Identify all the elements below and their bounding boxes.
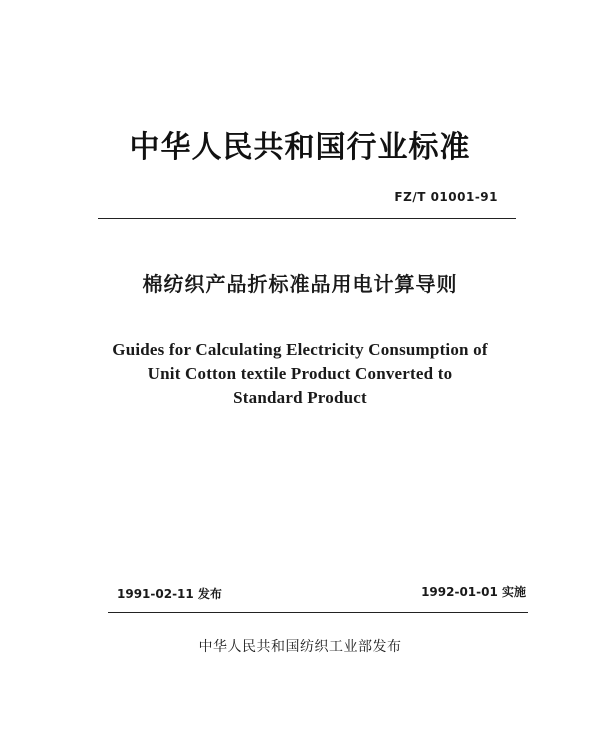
chinese-title: 棉纺织产品折标准品用电计算导则 [142, 272, 458, 296]
top-divider [98, 218, 516, 219]
page-title: 中华人民共和国行业标准 [129, 130, 471, 165]
publisher: 中华人民共和国纺织工业部发布 [198, 639, 402, 655]
english-title-line: Unit Cotton textile Product Converted to [147, 364, 453, 383]
standard-number: FZ/T 01001-91 [394, 190, 498, 204]
english-title-line: Standard Product [233, 388, 367, 407]
implementation-date: 1992-01-01 实施 [421, 585, 526, 599]
bottom-divider [108, 612, 528, 613]
english-title-line: Guides for Calculating Electricity Consumption of [112, 340, 488, 359]
english-title [0, 338, 600, 410]
issue-date: 1991-02-11 发布 [117, 587, 222, 601]
